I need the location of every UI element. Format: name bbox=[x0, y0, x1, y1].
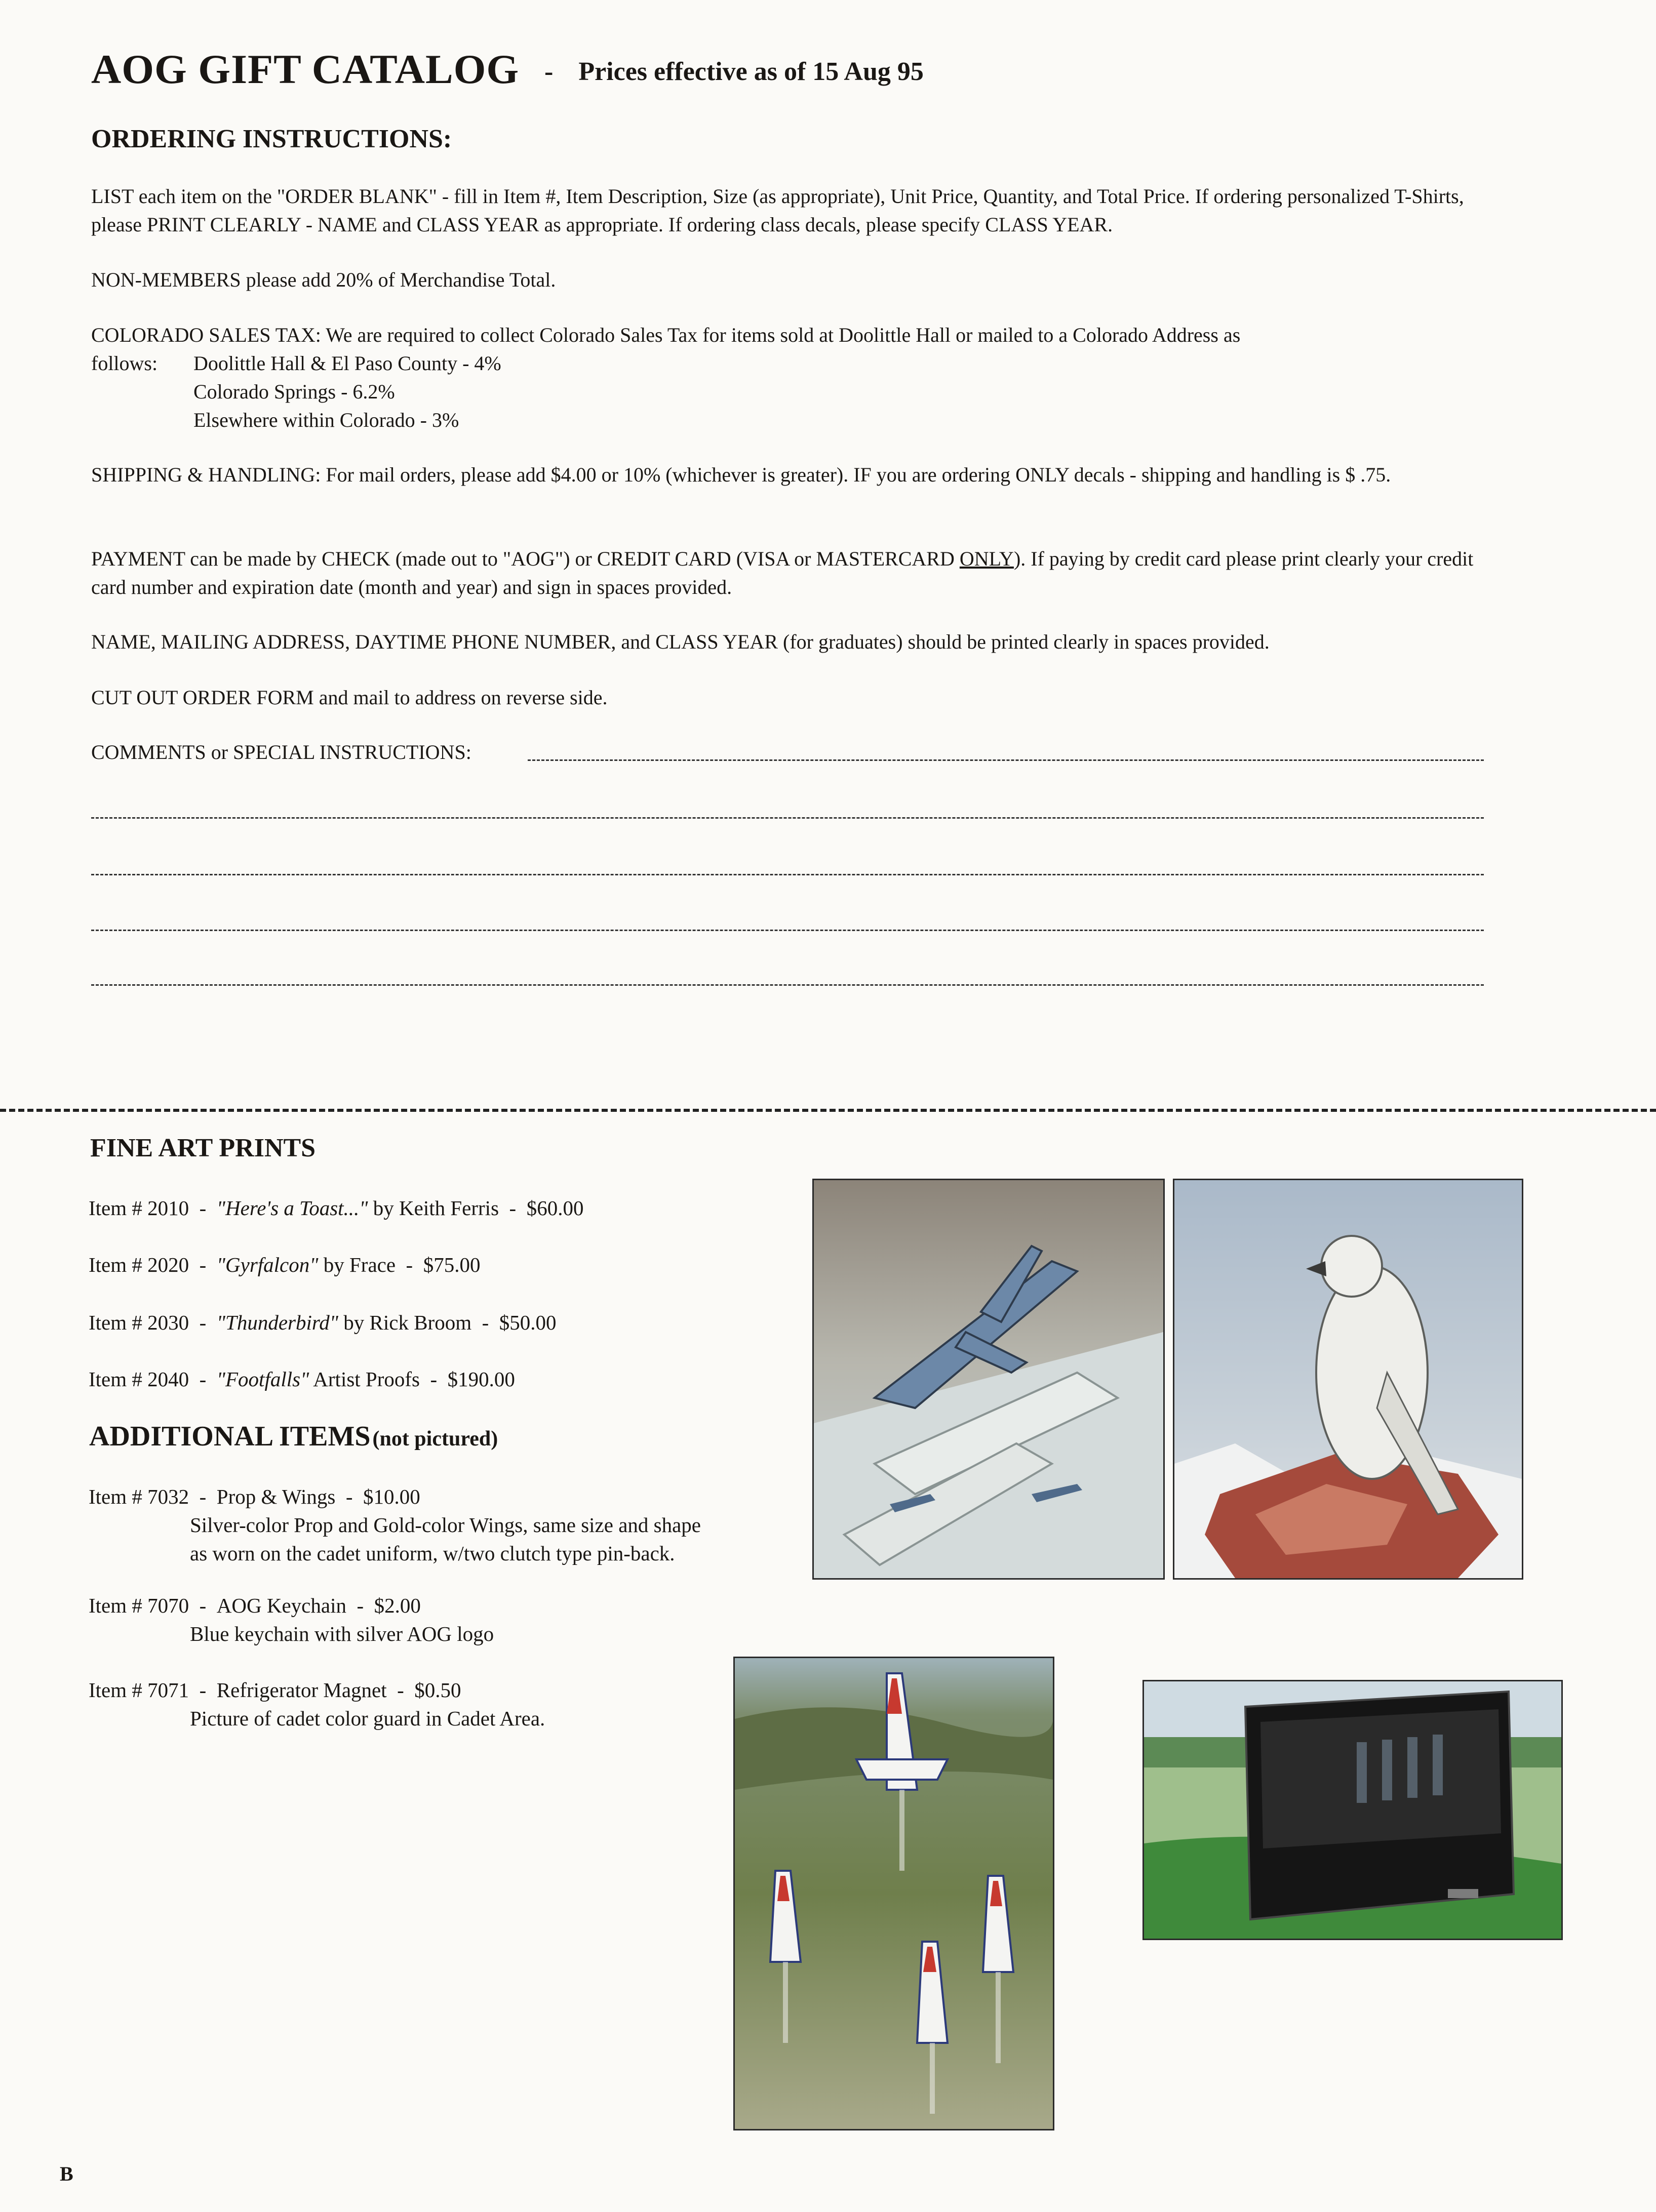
item-price: $50.00 bbox=[499, 1311, 557, 1334]
payment-text-2: ). If paying by credit card please print clearly your credit card number and expiration date (month and year) and sign in spaces provided. bbox=[91, 547, 1474, 598]
item-title: "Footfalls" bbox=[216, 1368, 309, 1391]
item-artist: Artist Proofs bbox=[309, 1368, 420, 1391]
item-number: Item # 7071 bbox=[89, 1678, 189, 1702]
print-image-heres-a-toast bbox=[812, 1179, 1165, 1580]
item-artist: by Keith Ferris bbox=[368, 1196, 499, 1220]
item-number: Item # 2020 bbox=[89, 1253, 189, 1276]
fine-art-item-2020: Item # 2020 - "Gyrfalcon" by Frace - $75.00 bbox=[89, 1253, 481, 1276]
print-image-gyrfalcon bbox=[1173, 1179, 1523, 1580]
item-title: "Here's a Toast..." bbox=[216, 1196, 368, 1220]
comments-line-2[interactable] bbox=[91, 817, 1484, 819]
page-letter: B bbox=[60, 2162, 73, 2185]
item-name: AOG Keychain bbox=[216, 1594, 346, 1617]
fine-art-item-2010: Item # 2010 - "Here's a Toast..." by Keith Ferris - $60.00 bbox=[89, 1196, 584, 1220]
print-image-thunderbird bbox=[733, 1657, 1054, 2130]
fine-art-item-2030: Item # 2030 - "Thunderbird" by Rick Broom - $50.00 bbox=[89, 1311, 557, 1334]
sales-tax-follows: follows: bbox=[91, 352, 158, 375]
tax-rate-3: Elsewhere within Colorado - 3% bbox=[193, 409, 459, 431]
cut-out-instruction: CUT OUT ORDER FORM and mail to address on reverse side. bbox=[91, 686, 608, 709]
print-image-footfalls bbox=[1142, 1680, 1563, 1940]
cut-line bbox=[0, 1109, 1656, 1112]
title-separator: - bbox=[544, 57, 554, 86]
item-title: "Thunderbird" bbox=[216, 1311, 339, 1334]
item-artist: by Rick Broom bbox=[338, 1311, 472, 1334]
payment-instruction bbox=[91, 545, 1499, 601]
payment-text-1: PAYMENT can be made by CHECK (made out to "AOG") or CREDIT CARD (VISA or MASTERCARD bbox=[91, 547, 960, 570]
catalog-title: AOG GIFT CATALOG bbox=[91, 46, 520, 92]
comments-line-1[interactable] bbox=[528, 759, 1484, 761]
item-description: Blue keychain with silver AOG logo bbox=[190, 1622, 494, 1645]
comments-line-3[interactable] bbox=[91, 874, 1484, 875]
payment-only: ONLY bbox=[959, 547, 1014, 570]
not-pictured-note: (not pictured) bbox=[372, 1427, 498, 1451]
item-number: Item # 7032 bbox=[89, 1485, 189, 1508]
additional-item-7032: Item # 7032 - Prop & Wings - $10.00 Silver-color Prop and Gold-color Wings, same size and shape as worn on the cadet uniform, w/two clutch type pin-back. bbox=[89, 1482, 701, 1567]
item-title: "Gyrfalcon" bbox=[216, 1253, 319, 1276]
item-price: $2.00 bbox=[374, 1594, 421, 1617]
item-number: Item # 2010 bbox=[89, 1196, 189, 1220]
item-description: Silver-color Prop and Gold-color Wings, same size and shape bbox=[190, 1513, 701, 1537]
comments-line-4[interactable] bbox=[91, 930, 1484, 931]
additional-item-7070: Item # 7070 - AOG Keychain - $2.00 Blue keychain with silver AOG logo bbox=[89, 1591, 494, 1648]
item-number: Item # 2040 bbox=[89, 1368, 189, 1391]
tax-rate-1: Doolittle Hall & El Paso County - 4% bbox=[193, 352, 501, 375]
shipping-instruction: SHIPPING & HANDLING: For mail orders, please add $4.00 or 10% (whichever is greater). IF you are ordering ONLY decals - shipping and handling is $ .75. bbox=[91, 463, 1391, 486]
comments-label: COMMENTS or SPECIAL INSTRUCTIONS: bbox=[91, 741, 471, 763]
item-name: Refrigerator Magnet bbox=[216, 1678, 387, 1702]
item-price: $190.00 bbox=[447, 1368, 515, 1391]
additional-items-heading bbox=[89, 1420, 498, 1453]
item-number: Item # 2030 bbox=[89, 1311, 189, 1334]
non-members-instruction: NON-MEMBERS please add 20% of Merchandise Total. bbox=[91, 268, 556, 291]
item-name: Prop & Wings bbox=[216, 1485, 336, 1508]
item-number: Item # 7070 bbox=[89, 1594, 189, 1617]
additional-heading-text: ADDITIONAL ITEMS bbox=[89, 1421, 371, 1452]
item-description: Picture of cadet color guard in Cadet Area. bbox=[190, 1707, 545, 1730]
catalog-subtitle bbox=[544, 57, 924, 87]
fine-art-item-2040: Item # 2040 - "Footfalls" Artist Proofs - $190.00 bbox=[89, 1368, 515, 1391]
item-price: $0.50 bbox=[414, 1678, 461, 1702]
prices-effective: Prices effective as of 15 Aug 95 bbox=[578, 57, 924, 86]
item-artist: by Frace bbox=[318, 1253, 396, 1276]
ordering-instructions-heading: ORDERING INSTRUCTIONS: bbox=[91, 125, 452, 153]
item-price: $10.00 bbox=[363, 1485, 420, 1508]
tax-rate-2: Colorado Springs - 6.2% bbox=[193, 380, 395, 403]
item-price: $75.00 bbox=[423, 1253, 481, 1276]
item-description: as worn on the cadet uniform, w/two clutch type pin-back. bbox=[190, 1542, 675, 1565]
name-address-instruction: NAME, MAILING ADDRESS, DAYTIME PHONE NUMBER, and CLASS YEAR (for graduates) should be printed clearly in spaces provided. bbox=[91, 630, 1270, 653]
comments-line-5[interactable] bbox=[91, 984, 1484, 986]
item-price: $60.00 bbox=[526, 1196, 584, 1220]
list-instruction: LIST each item on the "ORDER BLANK" - fill in Item #, Item Description, Size (as appropriate), Unit Price, Quantity, and Total Price. If ordering personalized T-Shirts, please PRINT CLEARLY - NAME and CLASS YEAR as appropriate. If ordering class decals, please specify CLASS YEAR. bbox=[91, 185, 1464, 236]
sales-tax-block bbox=[91, 321, 1499, 434]
fine-art-heading: FINE ART PRINTS bbox=[90, 1134, 316, 1162]
sales-tax-intro: COLORADO SALES TAX: We are required to collect Colorado Sales Tax for items sold at Doolittle Hall or mailed to a Colorado Address as bbox=[91, 324, 1241, 346]
additional-item-7071: Item # 7071 - Refrigerator Magnet - $0.50 Picture of cadet color guard in Cadet Area. bbox=[89, 1676, 545, 1733]
